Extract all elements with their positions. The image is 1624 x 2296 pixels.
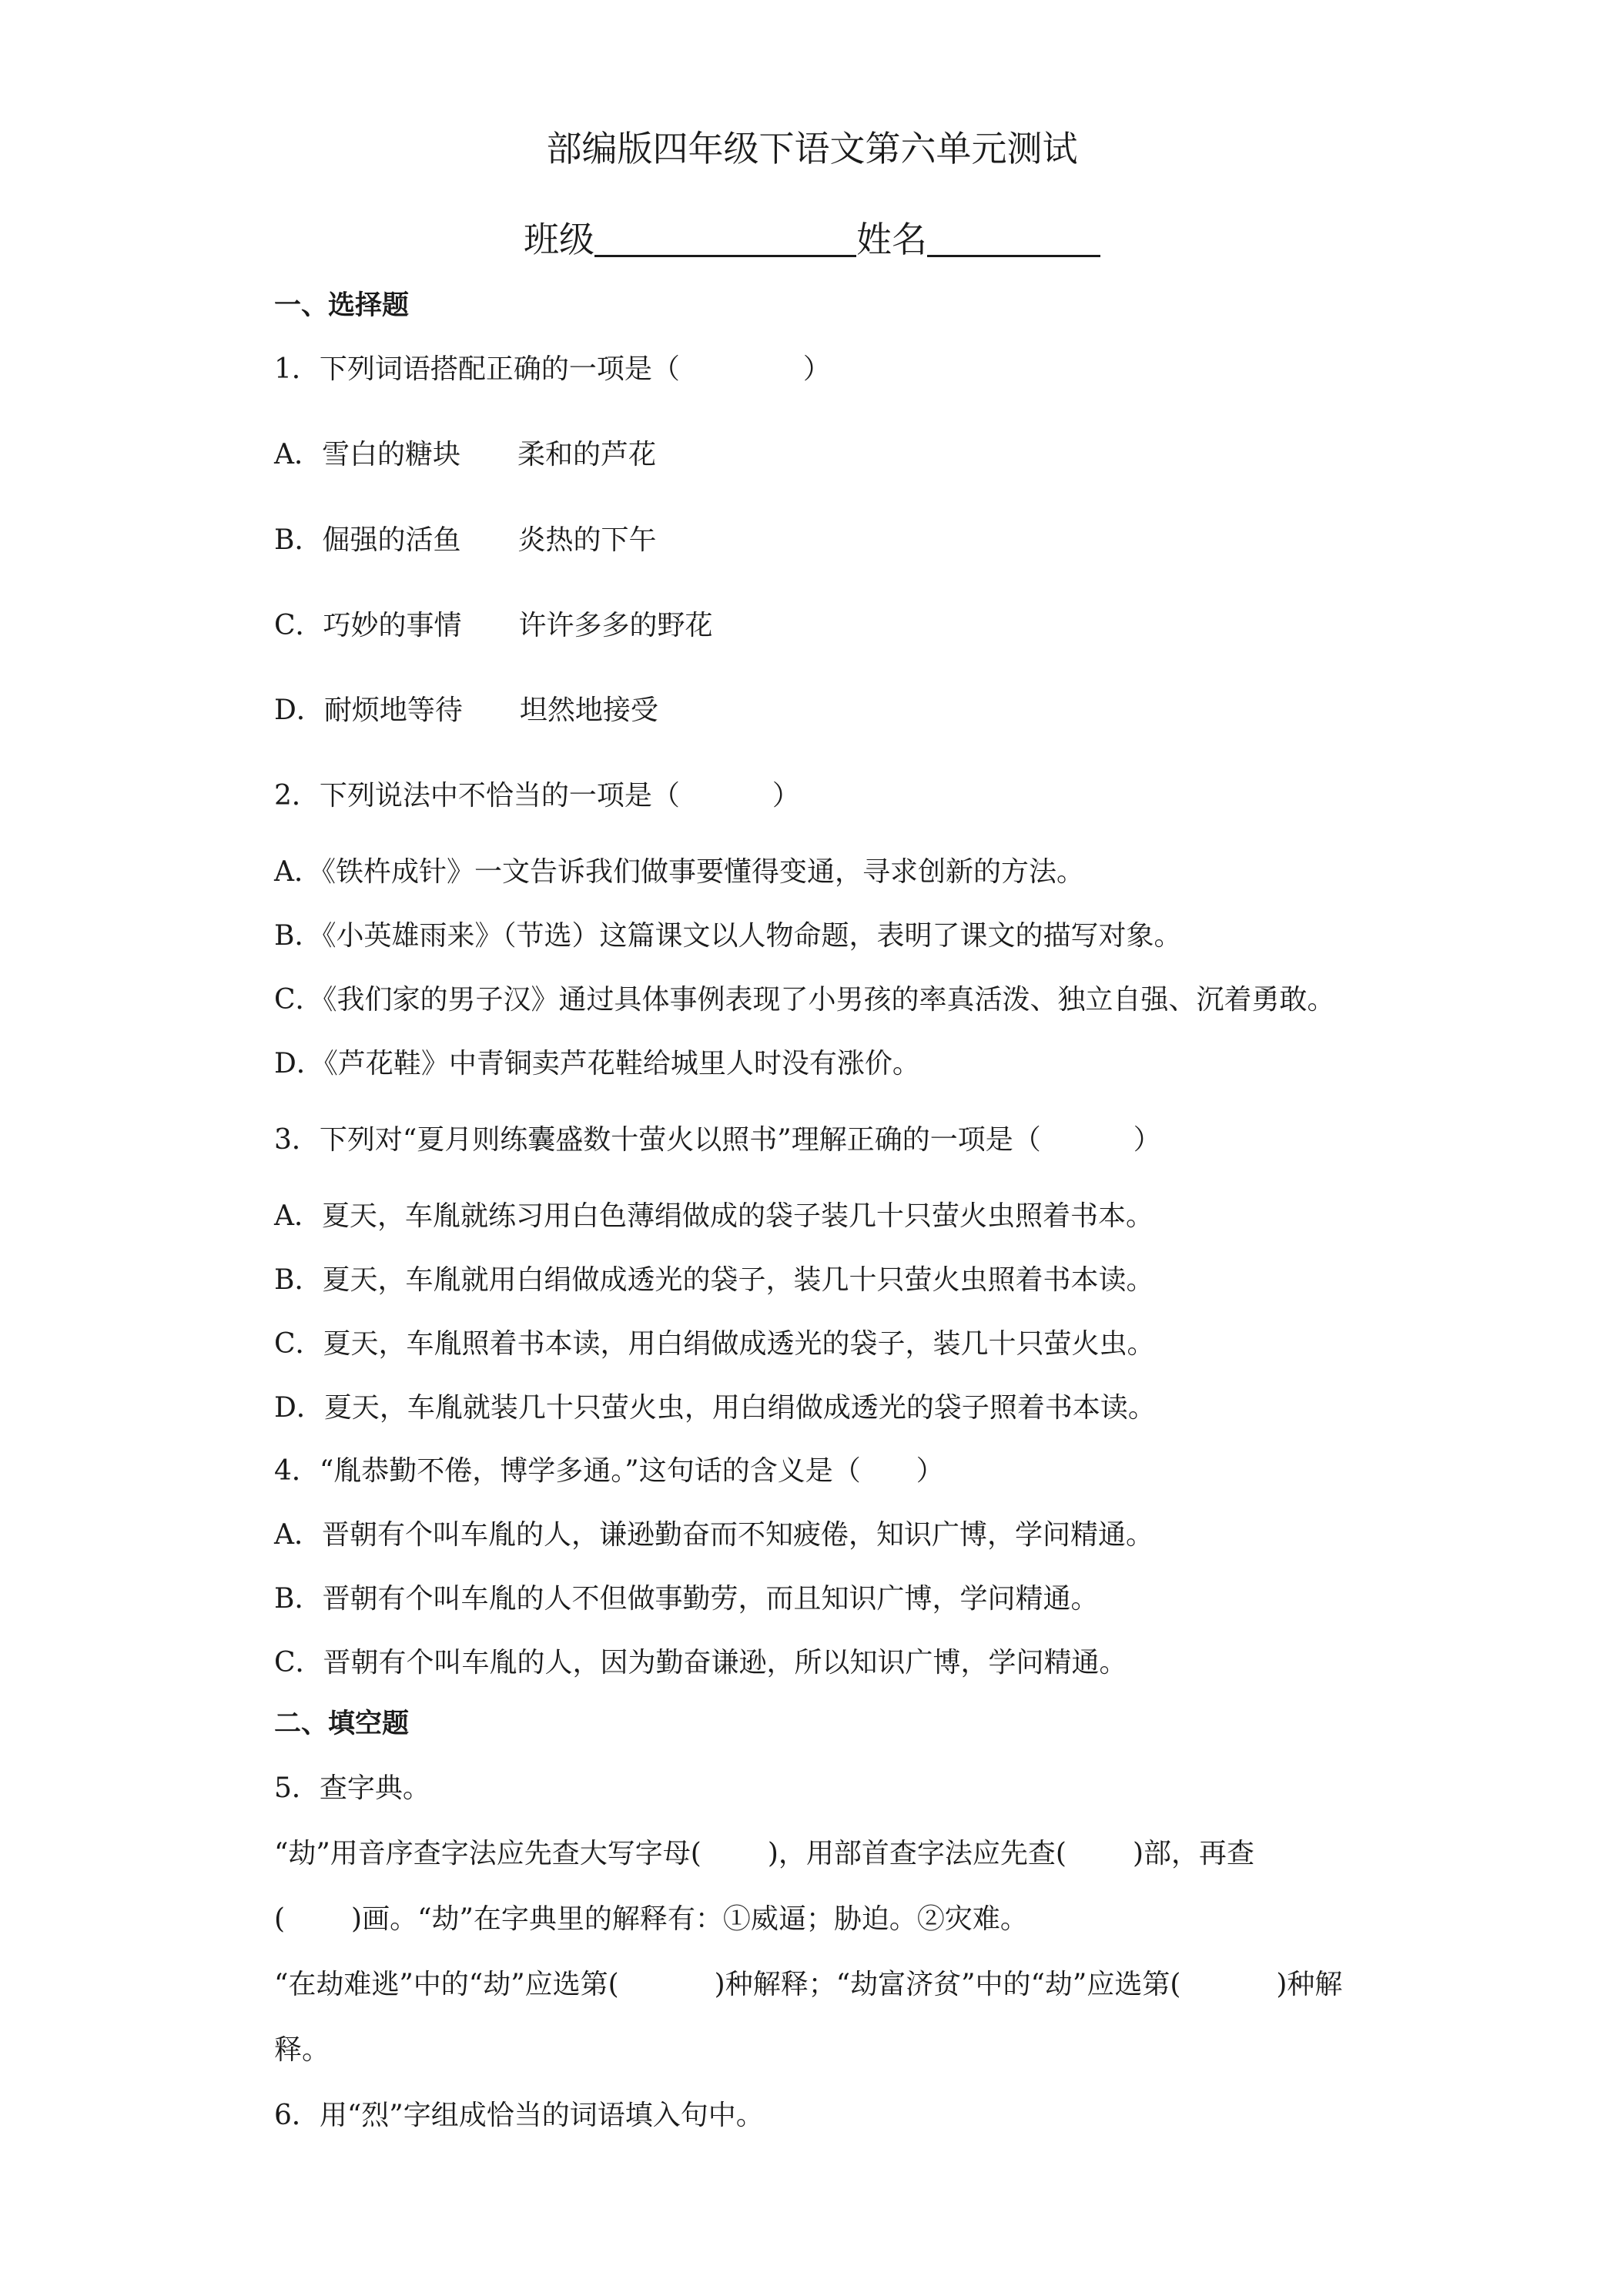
question-6-stem: 6．用“烈”字组成恰当的词语填入句中。 — [274, 2100, 764, 2131]
question-4-stem: 4．“胤恭勤不倦，博学多通。”这句话的含义是（ ） — [274, 1455, 944, 1487]
question-1-option-a: A．雪白的糖块 柔和的芦花 — [274, 439, 657, 470]
question-4-option-b: B．晋朝有个叫车胤的人不但做事勤劳，而且知识广博，学问精通。 — [274, 1583, 1099, 1615]
question-3-option-c: C．夏天，车胤照着书本读，用白绢做成透光的袋子，装几十只萤火虫。 — [274, 1328, 1155, 1360]
question-1-option-d: D．耐烦地等待 坦然地接受 — [274, 694, 658, 726]
question-5-stem: 5．查字典。 — [274, 1772, 430, 1804]
question-2-stem: 2．下列说法中不恰当的一项是（ ） — [274, 780, 800, 812]
question-3-option-a: A．夏天，车胤就练习用白色薄绢做成的袋子装几十只萤火虫照着书本。 — [274, 1200, 1154, 1232]
question-2-option-b: B．《小英雄雨来》（节选）这篇课文以人物命题，表明了课文的描写对象。 — [274, 920, 1182, 952]
question-1-option-b: B．倔强的活鱼 炎热的下午 — [274, 524, 657, 556]
section-choice-title: 一、选择题 — [274, 290, 410, 321]
question-1-option-c: C．巧妙的事情 许许多多的野花 — [274, 610, 713, 641]
question-2-option-c: C．《我们家的男子汉》通过具体事例表现了小男孩的率真活泼、独立自强、沉着勇敢。 — [274, 984, 1335, 1016]
student-info-line — [0, 218, 1624, 260]
question-2-option-d: D．《芦花鞋》中青铜卖芦花鞋给城里人时没有涨价。 — [274, 1048, 920, 1079]
class-blank[interactable] — [594, 218, 856, 257]
name-label: 姓名 — [856, 219, 927, 260]
section-fill-title: 二、填空题 — [274, 1709, 410, 1739]
question-5-line-4: 释。 — [274, 2034, 330, 2066]
exam-title: 部编版四年级下语文第六单元测试 — [546, 128, 1078, 169]
question-4-option-a: A．晋朝有个叫车胤的人，谦逊勤奋而不知疲倦，知识广博，学问精通。 — [274, 1519, 1154, 1551]
question-3-option-b: B．夏天，车胤就用白绢做成透光的袋子，装几十只萤火虫照着书本读。 — [274, 1264, 1154, 1296]
question-3-stem: 3．下列对“夏月则练囊盛数十萤火以照书”理解正确的一项是（ ） — [274, 1124, 1161, 1156]
name-blank[interactable] — [927, 218, 1100, 257]
class-label: 班级 — [524, 219, 594, 260]
question-1-stem: 1．下列词语搭配正确的一项是（ ） — [274, 353, 831, 385]
question-4-option-c: C．晋朝有个叫车胤的人，因为勤奋谦逊，所以知识广博，学问精通。 — [274, 1647, 1127, 1678]
question-3-option-d: D．夏天，车胤就装几十只萤火虫，用白绢做成透光的袋子照着书本读。 — [274, 1392, 1156, 1424]
question-5-line-3: “在劫难逃”中的“劫”应选第( )种解释；“劫富济贫”中的“劫”应选第( )种解 — [274, 1969, 1343, 2000]
question-5-line-2: ( )画。“劫”在字典里的解释有：①威逼；胁迫。②灾难。 — [274, 1903, 1028, 1935]
question-2-option-a: A．《铁杵成针》一文告诉我们做事要懂得变通，寻求创新的方法。 — [274, 856, 1084, 888]
question-5-line-1: “劫”用音序查字法应先查大写字母( )，用部首查字法应先查( )部，再查 — [274, 1838, 1254, 1869]
